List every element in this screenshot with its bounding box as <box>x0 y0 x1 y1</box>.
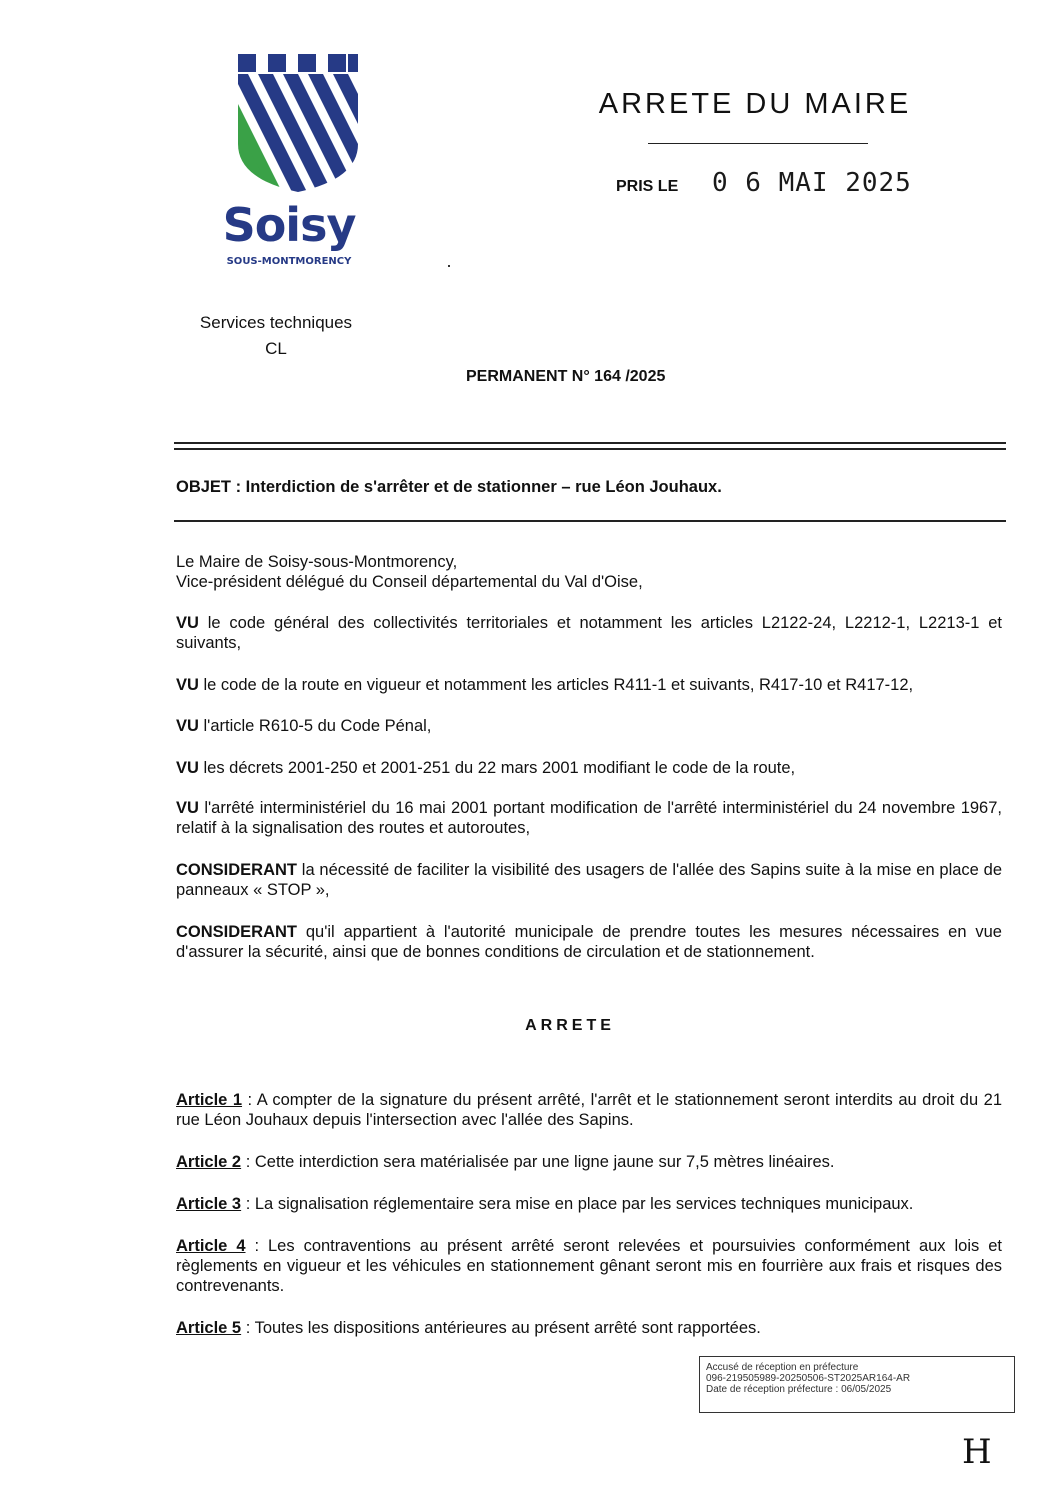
consideration-keyword: VU <box>176 799 199 817</box>
article-4 <box>176 1236 1002 1296</box>
consideration-text: les décrets 2001-250 et 2001-251 du 22 mars 2001 modifiant le code de la route, <box>198 759 796 777</box>
consideration-6 <box>176 860 1002 900</box>
consideration-text: la nécessité de faciliter la visibilité des usagers de l'allée des Sapins suite à la mise en place de panneaux « STOP », <box>176 861 1002 899</box>
logo-subtitle: SOUS-MONTMORENCY <box>226 256 352 267</box>
handwritten-initial: H <box>962 1432 992 1472</box>
prefecture-receipt-stamp <box>699 1356 1015 1413</box>
article-text: : A compter de la signature du présent arrêté, l'arrêt et le stationnement seront interdits au droit du 21 rue Léon Jouhaux depuis l'intersection avec l'allée des Sapins. <box>176 1091 1002 1129</box>
consideration-keyword: VU <box>176 614 199 632</box>
consideration-2 <box>176 675 1002 695</box>
article-label: Article 4 <box>176 1237 246 1255</box>
divider-top-2 <box>174 448 1006 450</box>
subject-line: OBJET : Interdiction de s'arrêter et de stationner – rue Léon Jouhaux. <box>176 478 722 496</box>
article-label: Article 3 <box>176 1195 242 1213</box>
consideration-keyword: CONSIDERANT <box>176 923 298 941</box>
article-text: : Toutes les dispositions antérieures au présent arrêté sont rapportées. <box>241 1319 761 1337</box>
logo-wordmark: Soisy <box>222 198 356 252</box>
document-title: ARRETE DU MAIRE <box>598 88 912 120</box>
divider-top-1 <box>174 442 1006 444</box>
consideration-keyword: VU <box>176 676 199 694</box>
consideration-text: l'article R610-5 du Code Pénal, <box>198 717 432 735</box>
consideration-keyword: CONSIDERANT <box>176 861 298 879</box>
article-2 <box>176 1152 1002 1172</box>
article-text: : Cette interdiction sera matérialisée par une ligne jaune sur 7,5 mètres linéaires. <box>241 1153 835 1171</box>
scan-speck <box>448 265 450 267</box>
consideration-3 <box>176 716 1002 736</box>
consideration-text: le code de la route en vigueur et notamment les articles R411-1 et suivants, R417-10 et R417-12, <box>198 676 914 694</box>
article-label: Article 1 <box>176 1091 243 1109</box>
article-text: : La signalisation réglementaire sera mise en place par les services techniques municipaux. <box>241 1195 914 1213</box>
divider-bottom <box>174 520 1006 522</box>
consideration-7 <box>176 922 1002 962</box>
reference-number: PERMANENT N° 164 /2025 <box>466 368 666 385</box>
consideration-4 <box>176 758 1002 778</box>
preamble-line-1: Le Maire de Soisy-sous-Montmorency, <box>176 553 458 571</box>
article-label: Article 5 <box>176 1319 242 1337</box>
article-1 <box>176 1090 1002 1130</box>
title-underline <box>648 143 868 144</box>
consideration-5 <box>176 798 1002 838</box>
article-3 <box>176 1194 1002 1214</box>
consideration-text: le code général des collectivités territoriales et notamment les articles L2122-24, L2212-1, L2213-1 et suivants, <box>176 614 1002 652</box>
author-initials: CL <box>265 339 287 358</box>
soisy-logo-emblem <box>228 54 368 194</box>
article-text: : Les contraventions au présent arrêté seront relevées et poursuivies conformément aux lois et règlements en vigueur et les véhicules en stationnement gênant seront mis en fourrière aux frais et risques des contrevenants. <box>176 1237 1002 1295</box>
department-name: Services techniques <box>199 313 353 332</box>
stamp-line-3: Date de réception préfecture : 06/05/2025 <box>706 1384 892 1395</box>
department-block <box>176 310 376 362</box>
preamble-line-2: Vice-président délégué du Conseil départemental du Val d'Oise, <box>176 573 643 591</box>
consideration-1 <box>176 613 1002 653</box>
article-label: Article 2 <box>176 1153 242 1171</box>
decree-heading: ARRETE <box>525 1017 615 1034</box>
date-label: PRIS LE <box>616 178 679 195</box>
preamble <box>176 552 1002 592</box>
consideration-text: qu'il appartient à l'autorité municipale de prendre toutes les mesures nécessaires en vue d'assurer la sécurité, ainsi que de bonnes conditions de circulation et de stationnement. <box>176 923 1002 961</box>
stamp-line-2: 096-219505989-20250506-ST2025AR164-AR <box>706 1373 911 1384</box>
article-5 <box>176 1318 1002 1338</box>
consideration-keyword: VU <box>176 717 199 735</box>
consideration-text: l'arrêté interministériel du 16 mai 2001 portant modification de l'arrêté interministériel du 24 novembre 1967, relatif à la signalisation des routes et autoroutes, <box>176 799 1002 837</box>
date-stamp: 0 6 MAI 2025 <box>712 168 912 198</box>
consideration-keyword: VU <box>176 759 199 777</box>
stamp-line-1: Accusé de réception en préfecture <box>706 1362 859 1373</box>
